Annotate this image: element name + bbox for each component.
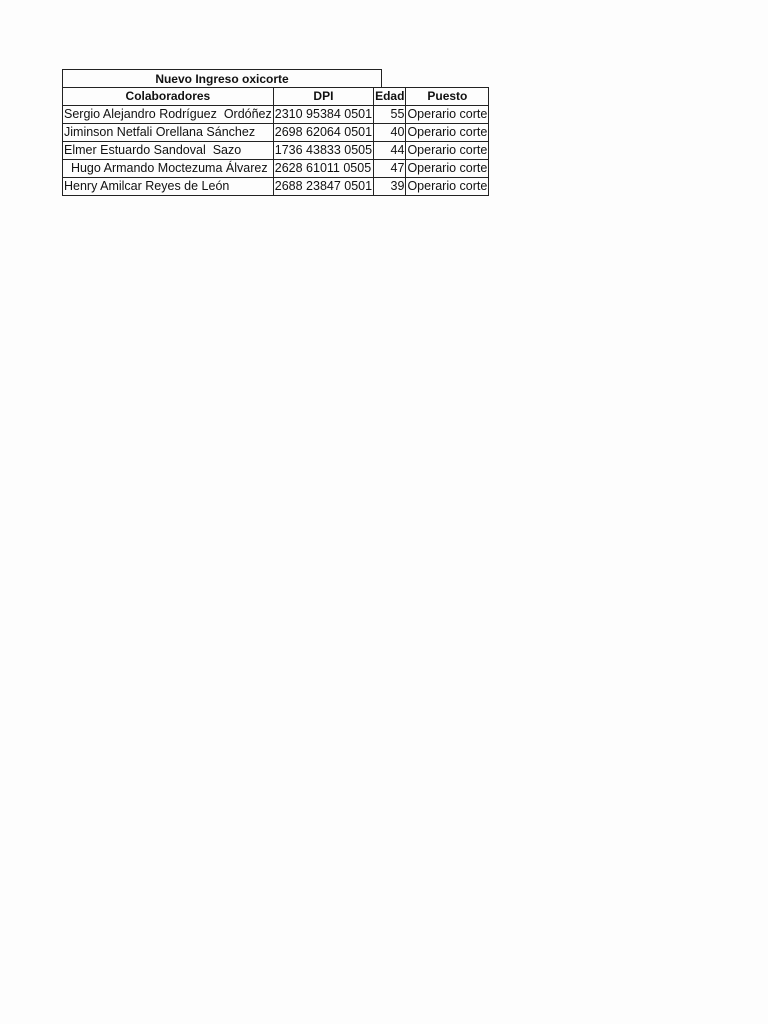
cell-age[interactable]: 40 bbox=[374, 124, 406, 142]
cell-age[interactable]: 44 bbox=[374, 142, 406, 160]
cell-age[interactable]: 39 bbox=[374, 178, 406, 196]
cell-dpi[interactable]: 1736 43833 0505 bbox=[273, 142, 373, 160]
cell-role[interactable]: Operario corte bbox=[406, 124, 489, 142]
cell-role[interactable]: Operario corte bbox=[406, 160, 489, 178]
employee-table bbox=[62, 87, 489, 196]
cell-name[interactable]: Sergio Alejandro Rodríguez Ordóñez bbox=[63, 106, 274, 124]
cell-name[interactable]: Elmer Estuardo Sandoval Sazo bbox=[63, 142, 274, 160]
cell-name[interactable]: Hugo Armando Moctezuma Álvarez bbox=[63, 160, 274, 178]
header-colaboradores[interactable]: Colaboradores bbox=[63, 88, 274, 106]
header-row bbox=[63, 88, 489, 106]
table-row bbox=[63, 178, 489, 196]
cell-age[interactable]: 47 bbox=[374, 160, 406, 178]
cell-dpi[interactable]: 2628 61011 0505 bbox=[273, 160, 373, 178]
cell-dpi[interactable]: 2688 23847 0501 bbox=[273, 178, 373, 196]
cell-role[interactable]: Operario corte bbox=[406, 178, 489, 196]
table-row bbox=[63, 142, 489, 160]
cell-age[interactable]: 55 bbox=[374, 106, 406, 124]
header-edad[interactable]: Edad bbox=[374, 88, 406, 106]
table-row bbox=[63, 160, 489, 178]
header-dpi[interactable]: DPI bbox=[273, 88, 373, 106]
cell-role[interactable]: Operario corte bbox=[406, 142, 489, 160]
cell-dpi[interactable]: 2698 62064 0501 bbox=[273, 124, 373, 142]
cell-name[interactable]: Henry Amilcar Reyes de León bbox=[63, 178, 274, 196]
table-row bbox=[63, 124, 489, 142]
table-row bbox=[63, 106, 489, 124]
cell-name[interactable]: Jiminson Netfali Orellana Sánchez bbox=[63, 124, 274, 142]
header-puesto[interactable]: Puesto bbox=[406, 88, 489, 106]
cell-role[interactable]: Operario corte bbox=[406, 106, 489, 124]
cell-dpi[interactable]: 2310 95384 0501 bbox=[273, 106, 373, 124]
table-title[interactable]: Nuevo Ingreso oxicorte bbox=[62, 69, 382, 87]
